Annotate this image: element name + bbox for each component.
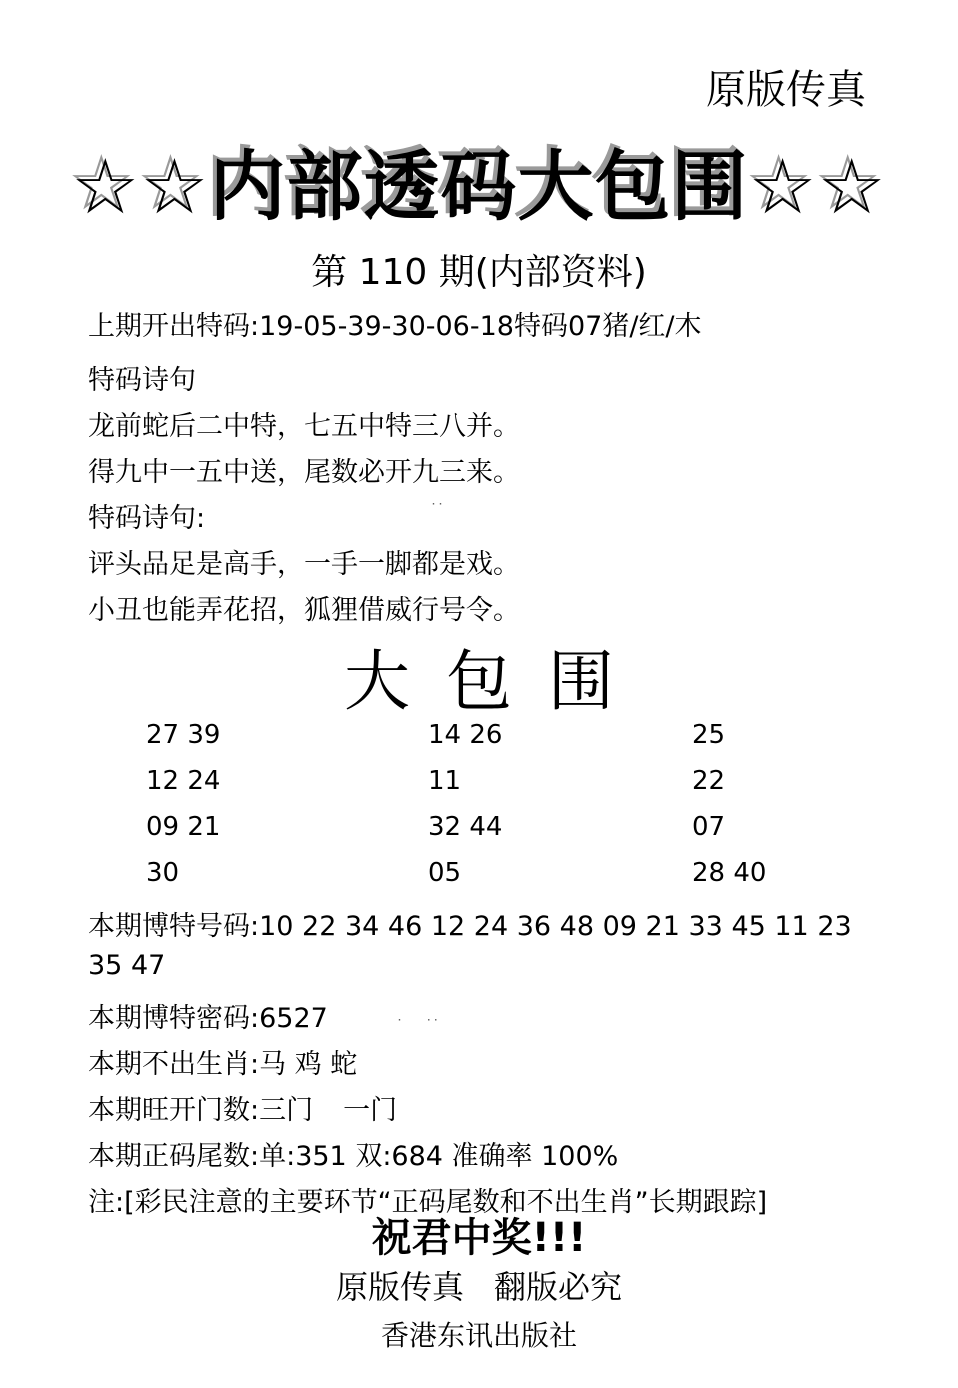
footer-line [0, 1262, 958, 1308]
grid-cell: 11 [428, 766, 462, 796]
note-line: 注:[彩民注意的主要环节“正码尾数和不出生肖”长期跟踪] [88, 1187, 768, 1218]
poem1-line-1: 龙前蛇后二中特，七五中特三八并。 [88, 411, 520, 442]
tail-numbers-label: 本期正码尾数: [88, 1141, 260, 1172]
no-zodiac-value: 马 鸡 蛇 [259, 1049, 358, 1080]
hot-doors-value-2: 一门 [343, 1095, 398, 1126]
grid-cell: 32 44 [428, 812, 503, 842]
tail-numbers-line [88, 1134, 618, 1173]
special-code-label: 本期博特密码: [88, 1003, 260, 1034]
poem2-line-2: 小丑也能弄花招，狐狸借威行号令。 [88, 595, 520, 626]
poem2-label: 特码诗句: [88, 503, 206, 534]
footer-original: 原版传真 [335, 1268, 464, 1306]
hot-doors-line [88, 1088, 397, 1127]
hot-doors-label: 本期旺开门数: [88, 1095, 260, 1126]
decorative-dots: ˙ ˙˙ [396, 1018, 440, 1034]
special-numbers-label: 本期博特号码: [88, 911, 260, 942]
grid-cell: 05 [428, 858, 462, 888]
grid-cell: 27 39 [146, 720, 221, 750]
poem1-line-2: 得九中一五中送，尾数必开九三来。 [88, 457, 520, 488]
section-title: 大包围 [344, 643, 650, 720]
decorative-dots: ˙˙ [430, 502, 444, 518]
wish-text: 祝君中奖!!! [371, 1215, 587, 1261]
special-numbers-line [88, 904, 852, 943]
grid-cell: 09 21 [146, 812, 221, 842]
publisher-name: 香港东讯出版社 [380, 1319, 577, 1352]
grid-cell: 07 [692, 812, 726, 842]
last-draw-value: 19-05-39-30-06-18特码07猪/红/木 [259, 311, 702, 342]
poem2-line-1: 评头品足是高手，一手一脚都是戏。 [88, 549, 520, 580]
special-numbers-values: 10 22 34 46 12 24 36 48 09 21 33 45 11 23 [259, 911, 852, 942]
poem1-label: 特码诗句 [88, 365, 196, 396]
grid-cell: 22 [692, 766, 726, 796]
grid-cell: 30 [146, 858, 180, 888]
last-draw-line [88, 304, 702, 343]
grid-cell: 14 26 [428, 720, 503, 750]
grid-cell: 28 40 [692, 858, 767, 888]
special-code-value: 6527 [259, 1003, 328, 1034]
tail-numbers-value: 单:351 双:684 准确率 100% [259, 1141, 619, 1172]
grid-cell: 25 [692, 720, 726, 750]
no-zodiac-label: 本期不出生肖: [88, 1049, 260, 1080]
special-code-line [88, 996, 328, 1035]
last-draw-label: 上期开出特码: [88, 311, 260, 342]
no-zodiac-line [88, 1042, 357, 1081]
hot-doors-value-1: 三门 [259, 1095, 314, 1126]
grid-cell: 12 24 [146, 766, 221, 796]
footer-copyright: 翻版必究 [494, 1268, 623, 1306]
issue-number: 第 110 期(内部资料) [311, 252, 647, 293]
top-right-label: 原版传真 [706, 67, 866, 113]
special-numbers-continued: 35 47 [88, 950, 166, 981]
main-title: ☆☆内部透码大包围☆☆ [71, 142, 887, 231]
